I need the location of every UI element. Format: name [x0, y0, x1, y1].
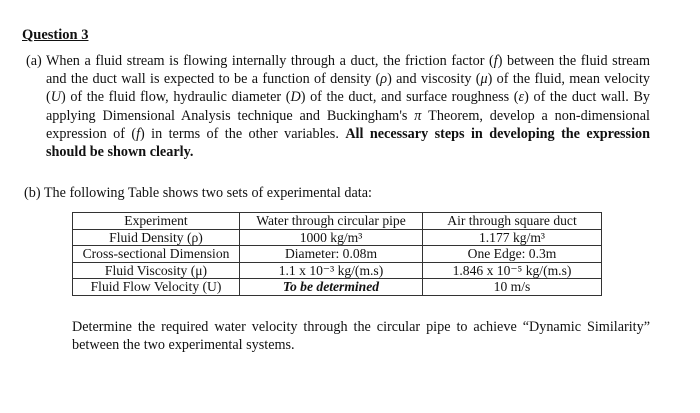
table-cell-water: 1000 kg/m³: [240, 229, 423, 246]
table-row: [73, 262, 602, 279]
part-a-paragraph: [26, 52, 651, 161]
table-header-cell: Water through circular pipe: [240, 213, 423, 230]
question-title: Question 3: [22, 27, 89, 43]
table-cell-property: Fluid Flow Velocity (U): [73, 279, 240, 296]
table-row: [73, 279, 602, 296]
symbol-u: U: [50, 89, 61, 106]
part-a-label: (a): [26, 53, 42, 69]
table-header-cell: Experiment: [73, 213, 240, 230]
table-cell-air: One Edge: 0.3m: [423, 246, 602, 263]
experimental-data-table: [72, 212, 602, 296]
symbol-pi: π: [414, 107, 422, 124]
part-a-text-7: ) of the duct wall. By applying Dimensional Analysis technique and Buckingham's: [46, 89, 651, 124]
part-a-text-6: ) of the duct, and surface roughness (: [300, 89, 519, 106]
part-a-text-1: When a fluid stream is flowing internally through a duct, the friction factor (: [46, 53, 494, 69]
symbol-rho: ρ: [380, 71, 388, 88]
symbol-f: f: [493, 53, 498, 69]
table-row: [73, 229, 602, 246]
part-a-bold-instruction: All necessary steps in developing the expression should be shown clearly.: [46, 125, 650, 161]
part-b-intro: The following Table shows two sets of experimental data:: [43, 185, 372, 201]
part-a-text-9: ) in terms of the other variables.: [140, 125, 346, 142]
table-cell-air: 10 m/s: [423, 279, 602, 296]
symbol-mu: μ: [480, 71, 488, 88]
part-b-label: (b): [24, 185, 41, 201]
part-b-question: Determine the required water velocity through the circular pipe to achieve “Dynamic Similarity” between the two experimental systems.: [72, 319, 650, 354]
part-a-text-4: ) of the fluid, mean velocity (: [46, 71, 650, 106]
table-cell-property: Cross-sectional Dimension: [73, 246, 240, 263]
table-cell-air: 1.177 kg/m³: [423, 229, 602, 246]
part-b-heading: [24, 184, 372, 202]
table-cell-water: Diameter: 0.08m: [240, 246, 423, 263]
symbol-epsilon: ε: [518, 89, 525, 106]
table-header-cell: Air through square duct: [423, 213, 602, 230]
symbol-d: D: [290, 89, 301, 106]
table-cell-water-unknown: To be determined: [240, 279, 423, 296]
table-row: [73, 246, 602, 263]
symbol-f-2: f: [136, 125, 141, 142]
part-a-text-3: ) and viscosity (: [387, 71, 481, 88]
part-a-text-8: Theorem, develop a non-dimensional expression of (: [46, 107, 650, 142]
part-a-text-2: ) between the fluid stream and the duct wall is expected to be a function of density (: [46, 53, 650, 88]
part-a-text-5: ) of the fluid flow, hydraulic diameter (: [60, 89, 291, 106]
table-cell-property: Fluid Density (ρ): [73, 229, 240, 246]
table-cell-air: 1.846 x 10⁻⁵ kg/(m.s): [423, 262, 602, 279]
table-cell-property: Fluid Viscosity (μ): [73, 262, 240, 279]
table-cell-water: 1.1 x 10⁻³ kg/(m.s): [240, 262, 423, 279]
table-header-row: [73, 213, 602, 230]
